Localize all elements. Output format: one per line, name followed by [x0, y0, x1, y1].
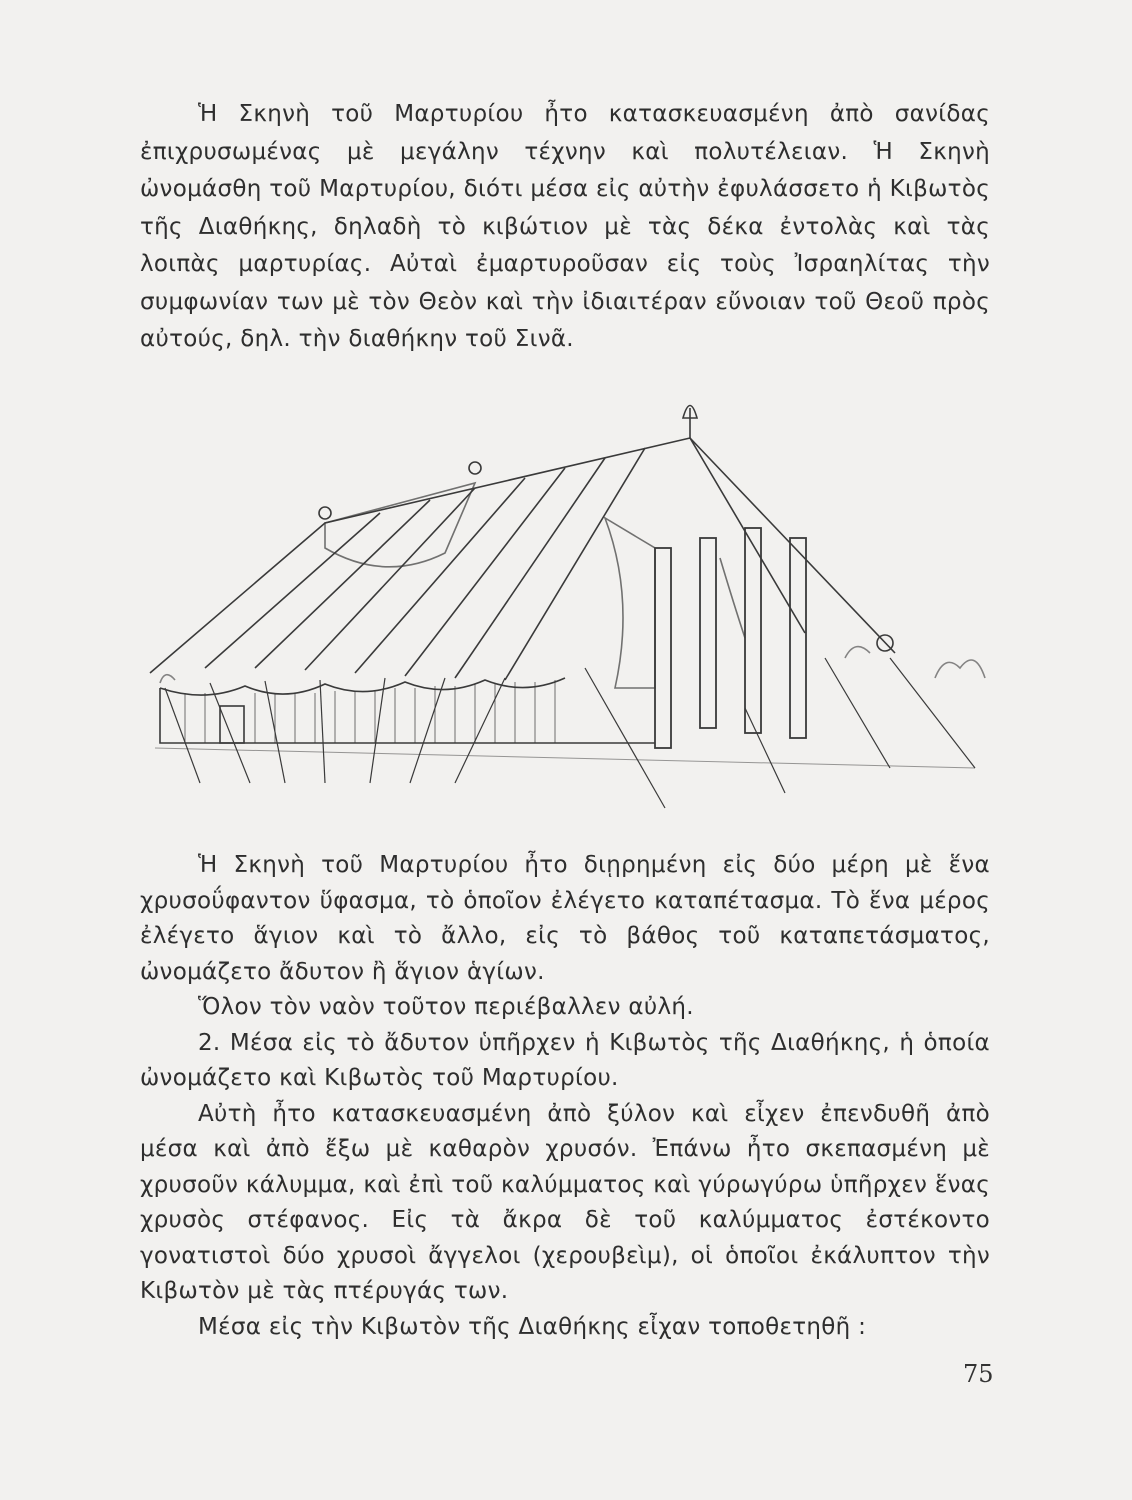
page-number: 75 — [963, 1360, 994, 1388]
paragraph-text: Ὅλον τὸν ναὸν τοῦτον περιέβαλλεν αὐλή. — [198, 994, 694, 1020]
top-paragraph — [140, 96, 990, 359]
tabernacle-illustration — [145, 388, 990, 828]
paragraph-text: Μέσα εἰς τὴν Κιβωτὸν τῆς Διαθήκης εἶχαν τοποθετηθῆ : — [198, 1313, 867, 1340]
bottom-paragraphs — [140, 848, 990, 1345]
paragraph-text: Ἡ Σκηνὴ τοῦ Μαρτυρίου ἦτο κατασκευασμένη ἀπὸ σανίδας ἐπιχρυσωμένας μὲ μεγάλην τέχνην καὶ πολυτέλειαν. Ἡ Σκηνὴ ὠνομάσθη τοῦ Μαρτυρίου, διότι μέσα εἰς αὐτὴν ἐφυλάσσετο ἡ Κιβωτὸς τῆς Διαθήκης, δηλαδὴ τὸ κιβώτιον μὲ τὰς δέκα ἐντολὰς καὶ τὰς λοιπὰς μαρτυρίας. Αὐταὶ ἐμαρτυροῦσαν εἰς τοὺς Ἰσραηλίτας τὴν συμφωνίαν των μὲ τὸν Θεὸν καὶ τὴν ἰδιαιτέραν εὔνοιαν τοῦ Θεοῦ πρὸς αὐτούς, δηλ. τὴν διαθήκην τοῦ Σινᾶ. — [140, 101, 990, 352]
paragraph-text: Ἡ Σκηνὴ τοῦ Μαρτυρίου ἦτο διῃρημένη εἰς δύο μέρη μὲ ἕνα χρυσοΰφαντον ὕφασμα, τὸ ὁποῖον ἐλέγετο καταπέτασμα. Τὸ ἕνα μέρος ἐλέγετο ἅγιον καὶ τὸ ἄλλο, εἰς τὸ βάθος τοῦ καταπετάσματος, ὠνομάζετο ἄδυτον ἢ ἅγιον ἁγίων. — [140, 852, 990, 985]
paragraph-text: Αὐτὴ ἦτο κατασκευασμένη ἀπὸ ξύλον καὶ εἶχεν ἐπενδυθῆ ἀπὸ μέσα καὶ ἀπὸ ἔξω μὲ καθαρὸν χρυσόν. Ἐπάνω ἦτο σκεπασμένη μὲ χρυσοῦν κάλυμμα, καὶ ἐπὶ τοῦ καλύμματος καὶ γύρωγύρω ὑπῆρχεν ἕνας χρυσὸς στέφανος. Εἰς τὰ ἄκρα δὲ τοῦ καλύμματος ἐστέκοντο γονατιστοὶ δύο χρυσοὶ ἄγγελοι (χερουβεὶμ), οἱ ὁποῖοι ἐκάλυπτον τὴν Κιβωτὸν μὲ τὰς πτέρυγάς των. — [140, 1100, 990, 1304]
paragraph-text: 2. Μέσα εἰς τὸ ἄδυτον ὑπῆρχεν ἡ Κιβωτὸς τῆς Διαθήκης, ἡ ὁποία ὠνομάζετο καὶ Κιβωτὸς τοῦ Μαρτυρίου. — [140, 1029, 990, 1091]
